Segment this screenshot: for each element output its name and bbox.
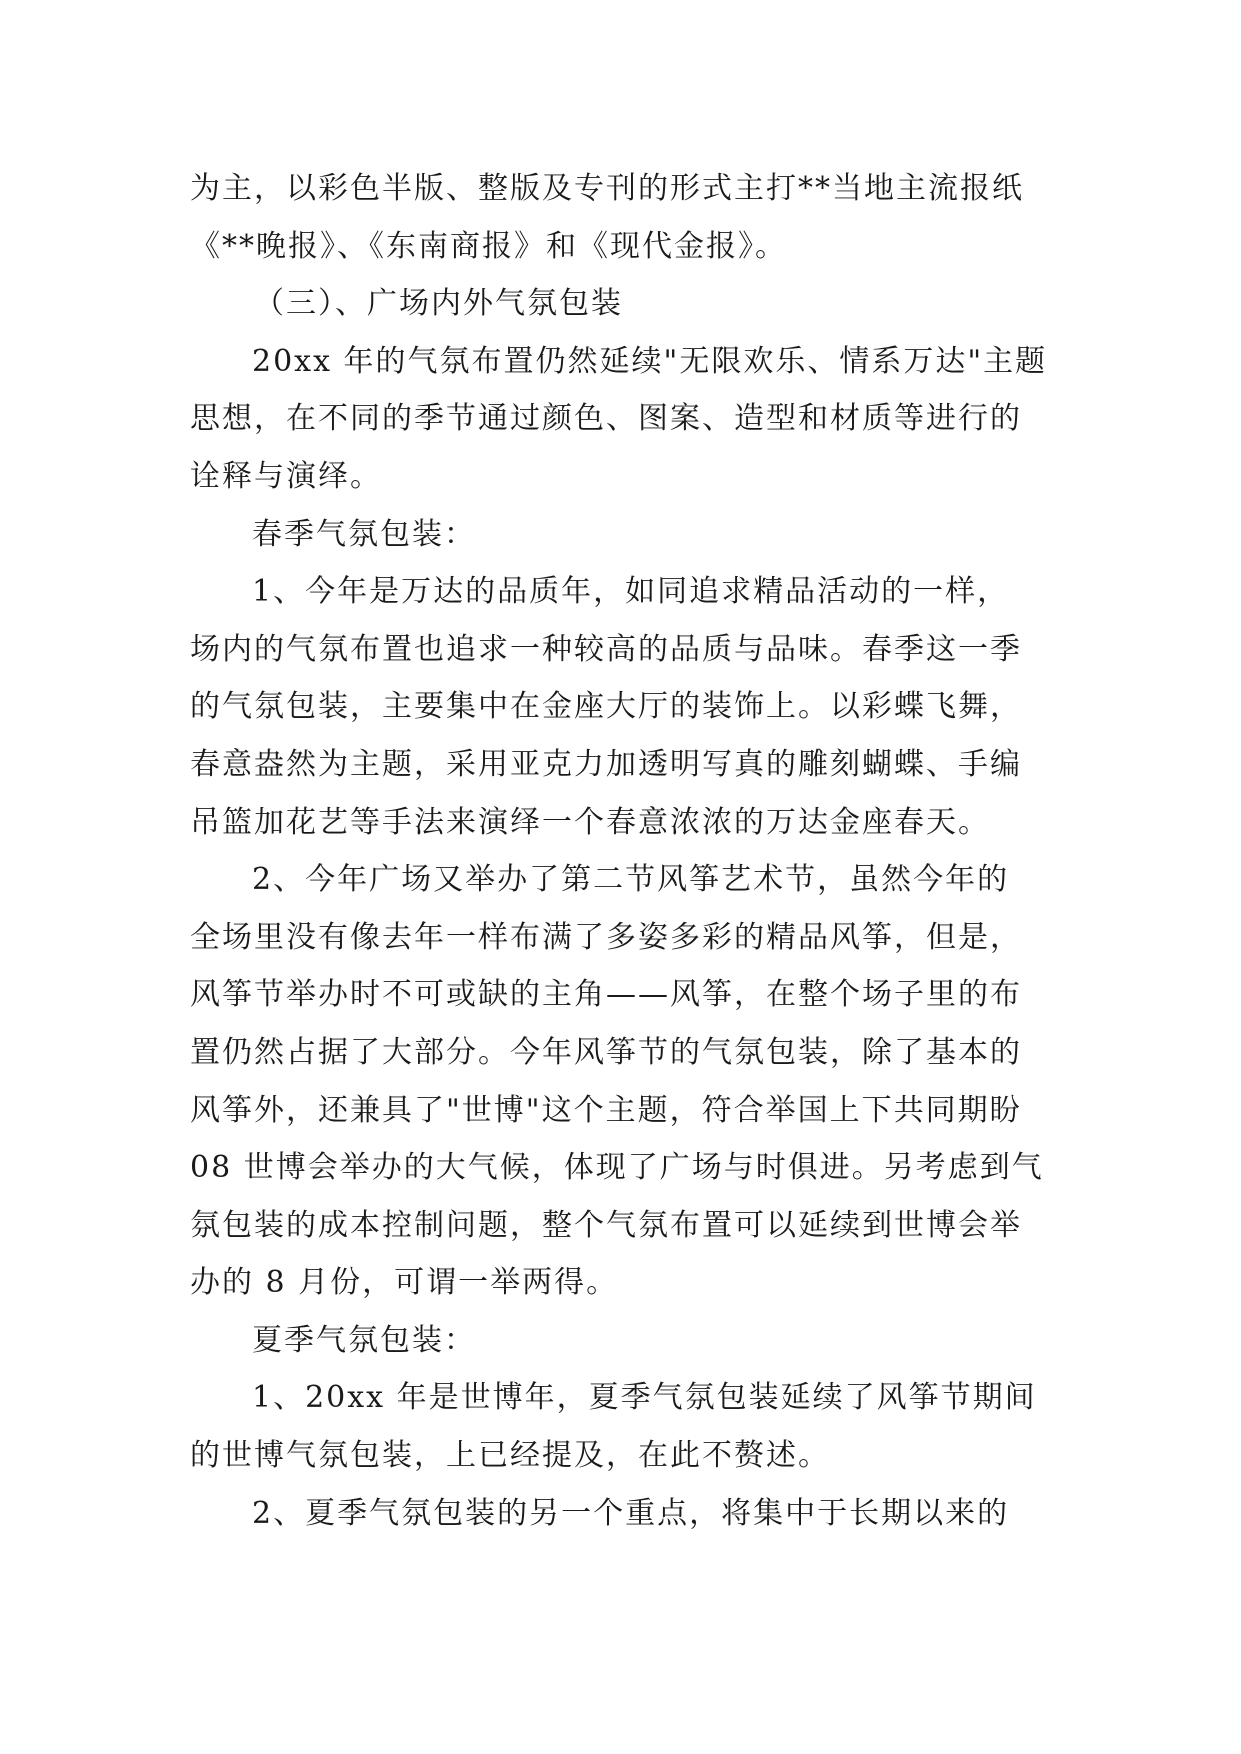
paragraph-summer-2 xyxy=(190,1485,1050,1543)
text-line: 办的 8 月份，可谓一举两得。 xyxy=(190,1265,619,1301)
text-line: 的气氛包装，主要集中在金座大厅的装饰上。以彩蝶飞舞， xyxy=(190,689,1022,725)
text-line: 氛包装的成本控制问题，整个气氛布置可以延续到世博会举 xyxy=(190,1207,1022,1243)
text-line: 《**晚报》、《东南商报》和《现代金报》。 xyxy=(190,228,787,264)
text-line: 1、今年是万达的品质年，如同追求精品活动的一样， xyxy=(252,574,1010,610)
text-line: 春意盎然为主题，采用亚克力加透明写真的雕刻蝴蝶、手编 xyxy=(190,746,1022,782)
text-line: 思想，在不同的季节通过颜色、图案、造型和材质等进行的 xyxy=(190,401,1022,437)
text-line: 全场里没有像去年一样布满了多姿多彩的精品风筝，但是， xyxy=(190,919,1022,955)
paragraph-theme xyxy=(190,333,1050,506)
text-line: 08 世博会举办的大气候，体现了广场与时俱进。另考虑到气 xyxy=(190,1150,1044,1186)
text-line: 风筝节举办时不可或缺的主角——风筝，在整个场子里的布 xyxy=(190,977,1022,1013)
document-body xyxy=(190,160,1050,1542)
section-heading-atmosphere xyxy=(190,275,1050,333)
text-line: 为主，以彩色半版、整版及专刊的形式主打**当地主流报纸 xyxy=(190,171,1024,206)
paragraph-spring-1 xyxy=(190,563,1050,851)
subheading: 夏季气氛包装： xyxy=(252,1322,476,1358)
subheading-summer xyxy=(190,1312,1050,1370)
section-heading: （三）、广场内外气氛包装 xyxy=(254,286,623,322)
paragraph-newspaper-ads xyxy=(190,160,1050,275)
text-line: 置仍然占据了大部分。今年风筝节的气氛包装，除了基本的 xyxy=(190,1034,1022,1070)
text-line: 风筝外，还兼具了"世博"这个主题，符合举国上下共同期盼 xyxy=(190,1092,1022,1128)
text-line: 诠释与演绎。 xyxy=(190,458,382,494)
paragraph-summer-1 xyxy=(190,1369,1050,1484)
text-line: 1、20xx 年是世博年，夏季气氛包装延续了风筝节期间 xyxy=(252,1380,1037,1416)
text-line: 20xx 年的气氛布置仍然延续"无限欢乐、情系万达"主题 xyxy=(252,343,1048,379)
text-line: 2、夏季气氛包装的另一个重点，将集中于长期以来的 xyxy=(252,1495,1010,1531)
subheading-spring xyxy=(190,506,1050,564)
text-line: 的世博气氛包装，上已经提及，在此不赘述。 xyxy=(190,1438,830,1474)
paragraph-spring-2 xyxy=(190,851,1050,1312)
text-line: 吊篮加花艺等手法来演绎一个春意浓浓的万达金座春天。 xyxy=(190,804,990,840)
text-line: 2、今年广场又举办了第二节风筝艺术节，虽然今年的 xyxy=(252,862,1010,898)
subheading: 春季气氛包装： xyxy=(252,516,476,552)
text-line: 场内的气氛布置也追求一种较高的品质与品味。春季这一季 xyxy=(190,631,1022,667)
